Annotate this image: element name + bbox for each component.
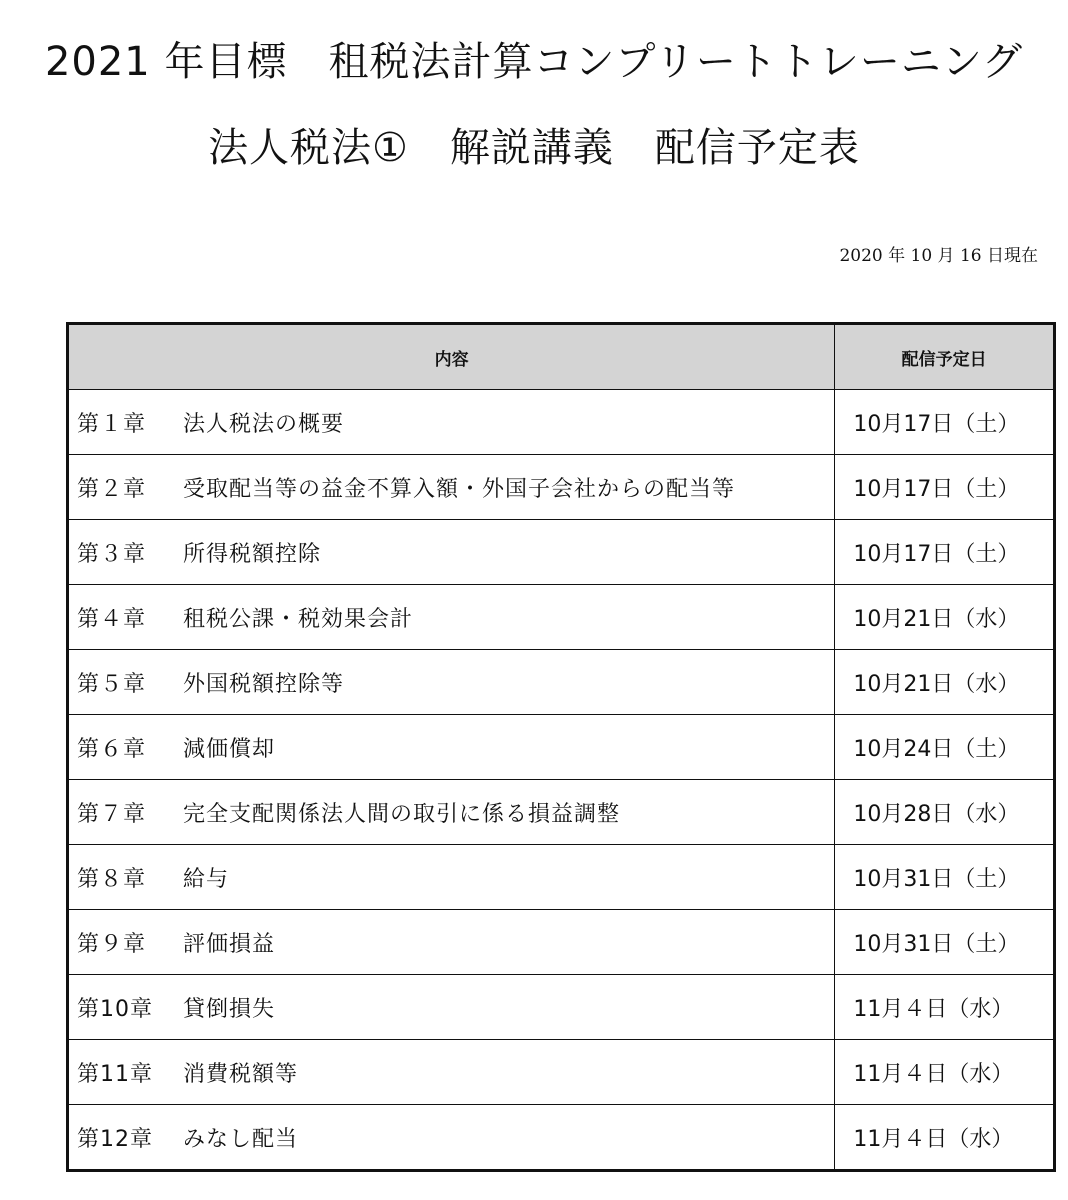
chapter-title: 減価償却	[183, 736, 276, 762]
column-header-date: 配信予定日	[835, 324, 1055, 390]
chapter-number: 第８章	[77, 866, 147, 892]
content-cell	[68, 975, 835, 1040]
content-cell	[68, 650, 835, 715]
table-row	[68, 455, 1055, 520]
chapter-title: 完全支配関係法人間の取引に係る損益調整	[183, 801, 621, 827]
delivery-date: 10月31日（土）	[835, 910, 1055, 975]
delivery-date: 10月17日（土）	[835, 390, 1055, 455]
chapter-number: 第９章	[77, 931, 147, 957]
delivery-date: 10月24日（土）	[835, 715, 1055, 780]
content-cell	[68, 585, 835, 650]
delivery-schedule-table	[66, 322, 1056, 1172]
content-cell	[68, 1105, 835, 1171]
delivery-date: 11月４日（水）	[835, 1040, 1055, 1105]
table-row	[68, 975, 1055, 1040]
chapter-title: 評価損益	[183, 931, 276, 957]
as-of-date: 2020 年 10 月 16 日現在	[839, 246, 1038, 266]
chapter-title: みなし配当	[183, 1126, 299, 1152]
chapter-number: 第10章	[77, 996, 153, 1022]
table-row	[68, 1040, 1055, 1105]
content-cell	[68, 390, 835, 455]
delivery-date: 10月28日（水）	[835, 780, 1055, 845]
page-title: 2021 年目標 租税法計算コンプリートトレーニング	[44, 39, 1024, 85]
chapter-title: 法人税法の概要	[183, 411, 345, 437]
page-subtitle: 法人税法① 解説講義 配信予定表	[208, 125, 860, 171]
table-row	[68, 715, 1055, 780]
chapter-number: 第６章	[77, 736, 147, 762]
table-row	[68, 585, 1055, 650]
delivery-date: 10月21日（水）	[835, 585, 1055, 650]
table-header-row	[68, 324, 1055, 390]
chapter-number: 第３章	[77, 541, 147, 567]
content-cell	[68, 845, 835, 910]
table-row	[68, 910, 1055, 975]
table-row	[68, 845, 1055, 910]
table-row	[68, 1105, 1055, 1171]
chapter-title: 所得税額控除	[183, 541, 322, 567]
delivery-date: 10月21日（水）	[835, 650, 1055, 715]
delivery-date: 11月４日（水）	[835, 975, 1055, 1040]
content-cell	[68, 910, 835, 975]
chapter-number: 第７章	[77, 801, 147, 827]
chapter-title: 受取配当等の益金不算入額・外国子会社からの配当等	[183, 476, 736, 502]
table-row	[68, 390, 1055, 455]
content-cell	[68, 780, 835, 845]
chapter-number: 第２章	[77, 476, 147, 502]
chapter-title: 貸倒損失	[183, 996, 276, 1022]
chapter-title: 給与	[183, 866, 230, 892]
chapter-title: 消費税額等	[183, 1061, 299, 1087]
table-row	[68, 650, 1055, 715]
chapter-number: 第５章	[77, 671, 147, 697]
chapter-number: 第11章	[77, 1061, 153, 1087]
table-row	[68, 780, 1055, 845]
chapter-title: 租税公課・税効果会計	[183, 606, 414, 632]
chapter-number: 第４章	[77, 606, 147, 632]
column-header-content: 内容	[68, 324, 835, 390]
content-cell	[68, 1040, 835, 1105]
chapter-title: 外国税額控除等	[183, 671, 345, 697]
chapter-number: 第１章	[77, 411, 147, 437]
content-cell	[68, 520, 835, 585]
content-cell	[68, 455, 835, 520]
delivery-date: 11月４日（水）	[835, 1105, 1055, 1171]
chapter-number: 第12章	[77, 1126, 153, 1152]
delivery-date: 10月31日（土）	[835, 845, 1055, 910]
delivery-date: 10月17日（土）	[835, 455, 1055, 520]
table-row	[68, 520, 1055, 585]
delivery-date: 10月17日（土）	[835, 520, 1055, 585]
content-cell	[68, 715, 835, 780]
